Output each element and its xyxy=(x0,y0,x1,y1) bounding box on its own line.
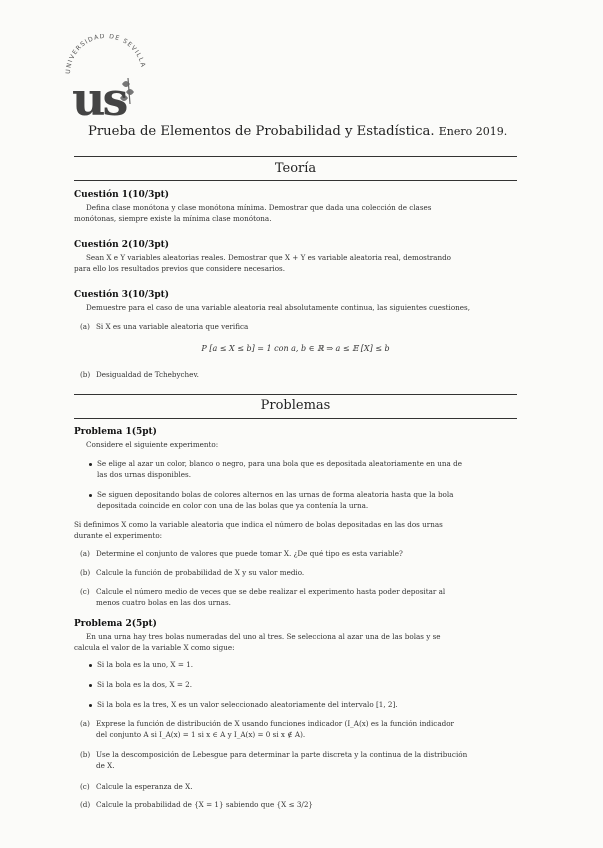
divider xyxy=(74,156,517,157)
question-title: Cuestión 3(10/3pt) xyxy=(74,290,170,300)
university-logo xyxy=(60,34,150,126)
bullet-text: Si la bola es la tres, X es un valor seleccionado aleatoriamente del intervalo [1, 2]. xyxy=(97,700,398,709)
item-text: Si X es una variable aleatoria que verifica xyxy=(96,322,249,331)
item-text: Calcule el número medio de veces que se debe realizar el experimento hasta poder depositar al xyxy=(96,587,446,596)
bullet-icon xyxy=(89,684,92,687)
problem-title: Problema 1(5pt) xyxy=(74,427,157,437)
question-text: para ello los resultados previos que considere necesarios. xyxy=(74,264,286,273)
title-text: Prueba de Elementos de Probabilidad y Estadística. xyxy=(88,124,435,139)
bullet-icon xyxy=(89,463,92,466)
item-text: del conjunto A si I_A(x) = 1 si x ∈ A y I_A(x) = 0 si x ∉ A). xyxy=(96,730,306,739)
item-label: (b) xyxy=(80,750,91,759)
item-text: Determine el conjunto de valores que puede tomar X. ¿De qué tipo es esta variable? xyxy=(96,549,403,558)
title-date: Enero 2019. xyxy=(438,125,508,138)
item-label: (b) xyxy=(80,370,91,379)
bullet-icon xyxy=(89,704,92,707)
divider xyxy=(74,394,517,395)
item-label: (b) xyxy=(80,568,91,577)
section-heading-problems: Problemas xyxy=(260,398,331,413)
problem-text: calcula el valor de la variable X como sigue: xyxy=(74,643,235,652)
bullet-text: depositada coincide en color con una de las bolas que ya contenía la urna. xyxy=(97,501,369,510)
item-text: Desigualdad de Tchebychev. xyxy=(96,370,199,379)
problem-text: En una urna hay tres bolas numeradas del uno al tres. Se selecciona al azar una de las bolas y se xyxy=(86,632,441,641)
svg-text:UNIVERSIDAD DE SEVILLA: UNIVERSIDAD DE SEVILLA xyxy=(64,34,147,75)
item-text: Calcule la probabilidad de {X = 1} sabiendo que {X ≤ 3/2} xyxy=(96,800,313,809)
question-text: Defina clase monótona y clase monótona mínima. Demostrar que dada una colección de clases xyxy=(86,203,432,212)
divider xyxy=(74,180,517,181)
bullet-icon xyxy=(89,664,92,667)
bullet-text: Si la bola es la dos, X = 2. xyxy=(97,680,193,689)
problem-text: Considere el siguiente experimento: xyxy=(86,440,219,449)
item-text: Calcule la función de probabilidad de X y su valor medio. xyxy=(96,568,305,577)
question-text: monótonas, siempre existe la mínima clase monótona. xyxy=(74,214,272,223)
question-text: Demuestre para el caso de una variable aleatoria real absolutamente continua, las siguientes cuestiones, xyxy=(86,303,471,312)
section-heading-theory: Teoría xyxy=(274,161,317,176)
item-label: (a) xyxy=(80,549,90,558)
item-text: menos cuatro bolas en las dos urnas. xyxy=(96,598,231,607)
item-label: (c) xyxy=(80,782,90,791)
item-text: Use la descomposición de Lebesgue para determinar la parte discreta y la continua de la distribución xyxy=(96,750,468,759)
item-label: (a) xyxy=(80,322,90,331)
problem-title: Problema 2(5pt) xyxy=(74,619,157,629)
item-label: (d) xyxy=(80,800,91,809)
item-label: (a) xyxy=(80,719,90,728)
problem-text: durante el experimento: xyxy=(74,531,163,540)
formula: P [a ≤ X ≤ b] = 1 con a, b ∈ ℝ ⇒ a ≤ 𝔼 [X] ≤ b xyxy=(201,344,390,353)
bullet-text: las dos urnas disponibles. xyxy=(97,470,191,479)
logo-letters: us xyxy=(72,72,126,126)
item-text: Exprese la función de distribución de X usando funciones indicador (I_A(x) es la función indicador xyxy=(96,719,454,728)
item-text: de X. xyxy=(96,761,115,770)
divider xyxy=(74,418,517,419)
bullet-text: Se siguen depositando bolas de colores alternos en las urnas de forma aleatoria hasta que la bola xyxy=(97,490,454,499)
item-text: Calcule la esperanza de X. xyxy=(96,782,193,791)
page-title xyxy=(88,124,507,139)
bullet-icon xyxy=(89,494,92,497)
question-title: Cuestión 1(10/3pt) xyxy=(74,190,170,200)
problem-text: Si definimos X como la variable aleatoria que indica el número de bolas depositadas en las dos urnas xyxy=(74,520,443,529)
question-text: Sean X e Y variables aleatorias reales. Demostrar que X + Y es variable aleatoria real, demostrando xyxy=(86,253,452,262)
item-label: (c) xyxy=(80,587,90,596)
bullet-text: Si la bola es la uno, X = 1. xyxy=(97,660,193,669)
bullet-text: Se elige al azar un color, blanco o negro, para una bola que es depositada aleatoriamente en una de xyxy=(97,459,462,468)
question-title: Cuestión 2(10/3pt) xyxy=(74,240,170,250)
